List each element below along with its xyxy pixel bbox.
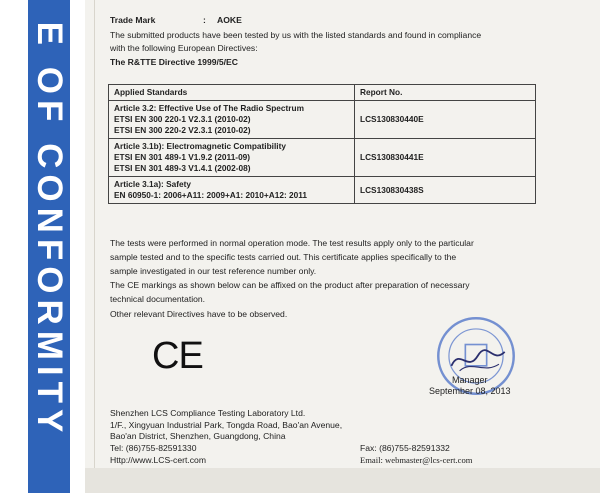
address-line-2: Bao'an District, Shenzhen, Guangdong, China xyxy=(110,431,286,441)
header-applied-standards: Applied Standards xyxy=(109,85,355,101)
lab-name: Shenzhen LCS Compliance Testing Laboratory Ltd. xyxy=(110,408,306,418)
standards-table xyxy=(108,84,536,204)
note-line-4: The CE markings as shown below can be affixed on the product after preparation of necessary xyxy=(110,280,470,290)
signature-date: September 08, 2013 xyxy=(429,386,511,396)
standard-line: ETSI EN 300 220-1 V2.3.1 (2010-02) xyxy=(114,114,251,124)
report-number: LCS130830441E xyxy=(355,139,536,177)
standard-line: Article 3.1a): Safety xyxy=(114,179,192,189)
note-line-2: sample tested and to the specific tests carried out. This certificate applies specifically to the xyxy=(110,252,457,262)
fax: Fax: (86)755-82591332 xyxy=(360,443,450,453)
standard-line: Article 3.1b): Electromagnetic Compatibility xyxy=(114,141,286,151)
table-header-row xyxy=(109,85,536,101)
standards-cell xyxy=(109,101,355,139)
header-report-no: Report No. xyxy=(355,85,536,101)
website-link: Http://www.LCS-cert.com xyxy=(110,455,206,465)
page-edge xyxy=(94,0,95,493)
standard-line: ETSI EN 301 489-1 V1.9.2 (2011-09) xyxy=(114,152,251,162)
table-row xyxy=(109,177,536,204)
trade-mark-separator: : xyxy=(203,15,206,25)
table-row xyxy=(109,101,536,139)
directive-title: The R&TTE Directive 1999/5/EC xyxy=(110,57,238,67)
standard-line: Article 3.2: Effective Use of The Radio Spectrum xyxy=(114,103,304,113)
note-line-5: technical documentation. xyxy=(110,294,206,304)
standards-cell xyxy=(109,177,355,204)
ce-mark: CE xyxy=(152,335,203,377)
standard-line: ETSI EN 300 220-2 V2.3.1 (2010-02) xyxy=(114,125,251,135)
telephone: Tel: (86)755-82591330 xyxy=(110,443,197,453)
note-line-1: The tests were performed in normal operation mode. The test results apply only to the particular xyxy=(110,238,474,248)
report-number: LCS130830440E xyxy=(355,101,536,139)
table-row xyxy=(109,139,536,177)
intro-line-2: with the following European Directives: xyxy=(110,43,258,53)
note-line-3: sample investigated in our test reference number only. xyxy=(110,266,317,276)
intro-line-1: The submitted products have been tested by us with the listed standards and found in compliance xyxy=(110,30,482,40)
report-number: LCS130830438S xyxy=(355,177,536,204)
standard-line: EN 60950-1: 2006+A11: 2009+A1: 2010+A12: 2011 xyxy=(114,190,308,200)
email-address: Email: webmaster@lcs-cert.com xyxy=(360,455,473,465)
note-line-6: Other relevant Directives have to be observed. xyxy=(110,309,288,319)
standards-cell xyxy=(109,139,355,177)
trade-mark-label: Trade Mark xyxy=(110,15,156,25)
standard-line: ETSI EN 301 489-3 V1.4.1 (2002-08) xyxy=(114,163,251,173)
vertical-title: E OF CONFORMITY xyxy=(30,21,69,439)
trade-mark-value: AOKE xyxy=(217,15,242,25)
address-line-1: 1/F., Xingyuan Industrial Park, Tongda Road, Bao'an Avenue, xyxy=(110,420,343,430)
signature-role: Manager xyxy=(452,375,488,385)
page-bottom-shadow xyxy=(85,468,600,493)
